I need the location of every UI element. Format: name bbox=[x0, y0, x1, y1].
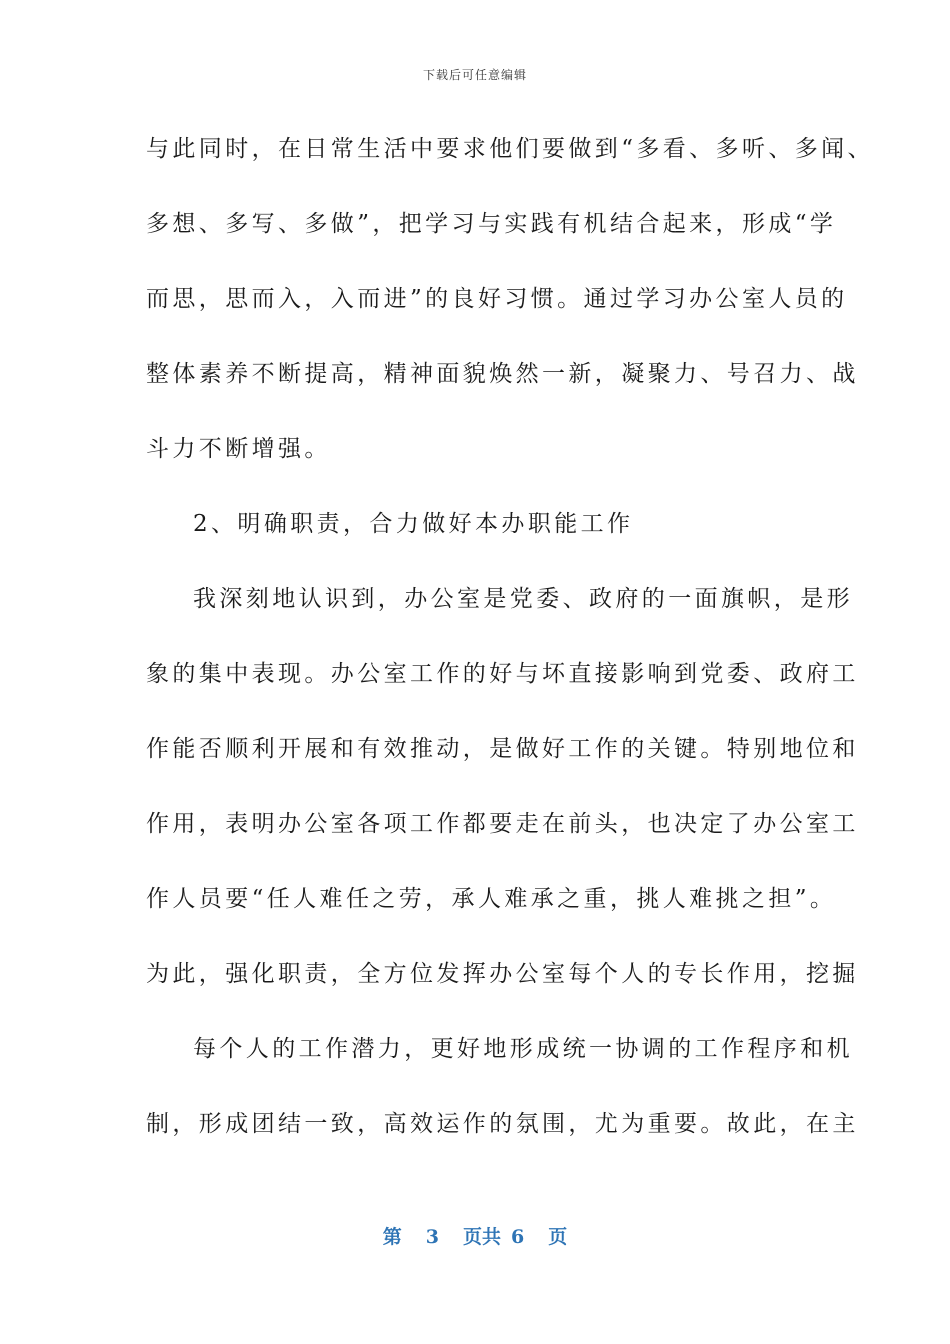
section-heading: 2、明确职责，合力做好本办职能工作 bbox=[193, 511, 634, 537]
text-line: 斗力不断增强。 bbox=[146, 436, 331, 462]
text-line: 作人员要“任人难任之劳，承人难承之重，挑人难挑之担”。 bbox=[146, 886, 837, 912]
total-page-number: 6 bbox=[511, 1226, 525, 1248]
text-line: 每个人的工作潜力，更好地形成统一协调的工作程序和机 bbox=[193, 1036, 853, 1062]
text-line: 我深刻地认识到，办公室是党委、政府的一面旗帜，是形 bbox=[193, 586, 853, 612]
current-page-number: 3 bbox=[425, 1226, 439, 1248]
page-label-suffix: 页 bbox=[548, 1226, 568, 1248]
text-line: 制，形成团结一致，高效运作的氛围，尤为重要。故此，在主 bbox=[146, 1111, 859, 1137]
page-label-middle: 页共 bbox=[462, 1226, 501, 1248]
text-line: 整体素养不断提高，精神面貌焕然一新，凝聚力、号召力、战 bbox=[146, 361, 859, 387]
text-line: 作用，表明办公室各项工作都要走在前头，也决定了办公室工 bbox=[146, 811, 859, 837]
text-line: 多想、多写、多做”，把学习与实践有机结合起来，形成“学 bbox=[146, 211, 837, 237]
text-line: 作能否顺利开展和有效推动，是做好工作的关键。特别地位和 bbox=[146, 736, 859, 762]
document-body bbox=[146, 119, 874, 1169]
page-header: 下载后可任意编辑 bbox=[422, 68, 527, 82]
page-footer bbox=[0, 1222, 950, 1249]
text-line: 象的集中表现。办公室工作的好与坏直接影响到党委、政府工 bbox=[146, 661, 859, 687]
text-line: 而思，思而入，入而进”的良好习惯。通过学习办公室人员的 bbox=[146, 286, 848, 312]
text-line: 为此，强化职责，全方位发挥办公室每个人的专长作用，挖掘 bbox=[146, 961, 859, 987]
text-line: 与此同时，在日常生活中要求他们要做到“多看、多听、多闻、 bbox=[146, 136, 874, 162]
page-label-prefix: 第 bbox=[382, 1226, 402, 1248]
